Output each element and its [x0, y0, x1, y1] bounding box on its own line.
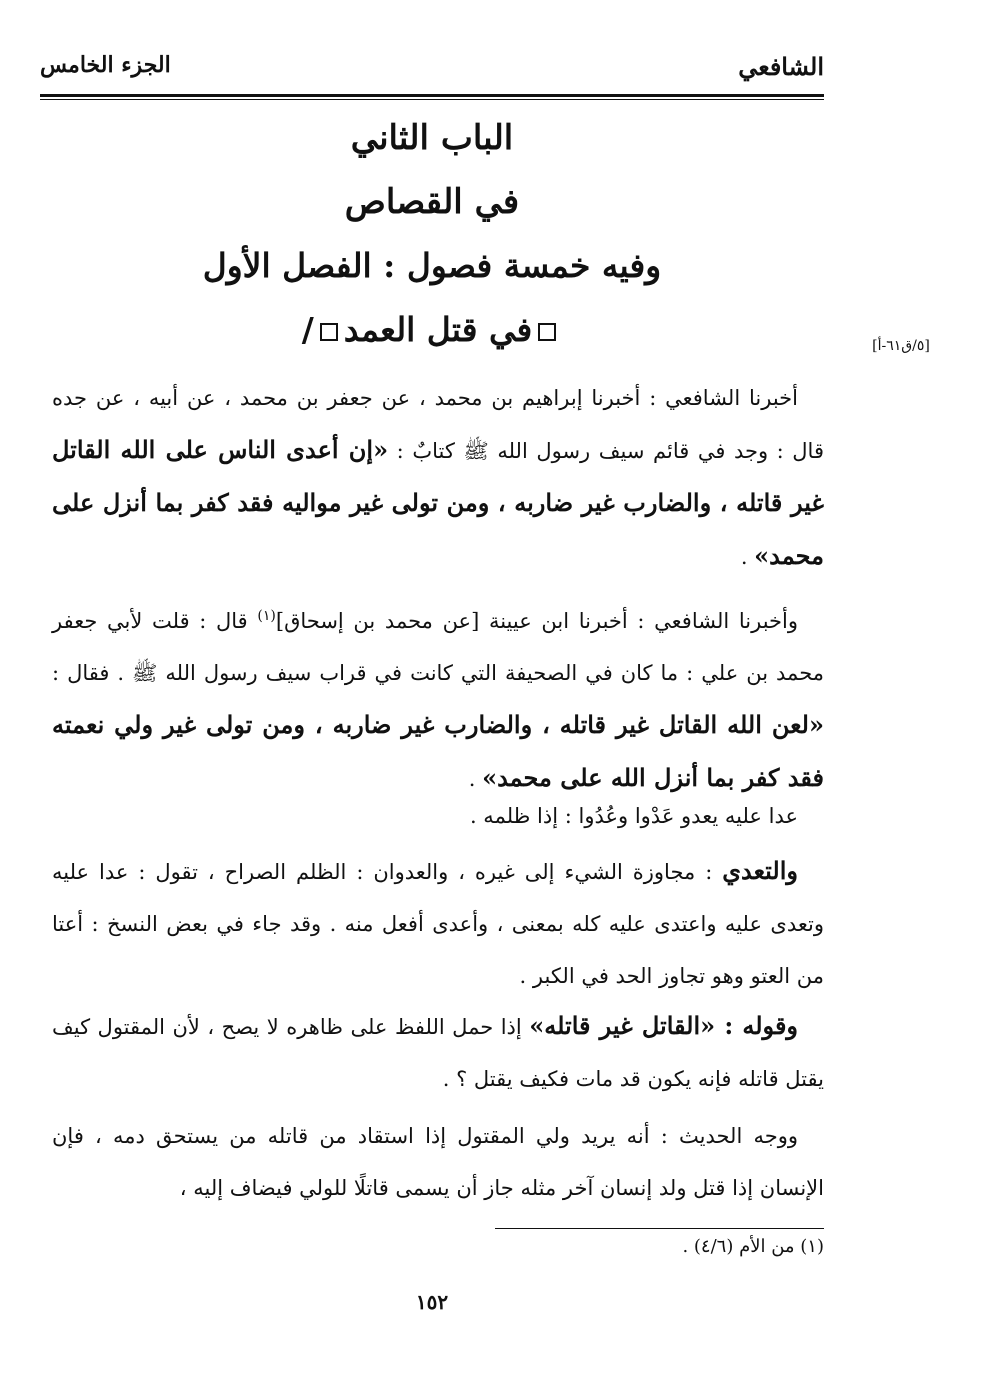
page-number: ١٥٢: [415, 1290, 449, 1314]
chapter-subtitle: في القصاص: [344, 182, 520, 222]
hadith-quote: «إن أعدى الناس على الله القاتل غير قاتله ، والضارب غير ضاربه ، ومن تولى غير مواليه فقد كفر بما أنزل على محمد»: [52, 435, 824, 570]
hadith-quote: «القاتل غير قاتله»: [529, 1011, 716, 1040]
section-heading: وفيه خمسة فصول : الفصل الأول: [202, 246, 662, 285]
header-author: الشافعي: [738, 52, 824, 81]
paragraph-4: [52, 845, 824, 1002]
term-heading: وقوله :: [715, 1011, 799, 1040]
section-subheading: [40, 310, 824, 349]
chapter-title: الباب الثاني: [350, 118, 514, 158]
paragraph-5: [52, 1000, 824, 1105]
paragraph-text: إذا حمل اللفظ على ظاهره لا يصح ، لأن المقتول كيف يقتل قاتله فإنه يكون قد مات فكيف يقتل ؟ .: [52, 1015, 824, 1091]
paragraph-text: عدا عليه يعدو عَدْوا وعُدُوا : إذا ظلمه .: [469, 804, 798, 828]
paragraph-text: ووجه الحديث : أنه يريد ولي المقتول إذا استقاد من قاتله من يستحق دمه ، فإن الإنسان إذا قتل ولد إنسان آخر مثله جاز أن يسمى قاتلًا للولي فيضاف إليه ،: [52, 1124, 824, 1200]
hadith-quote: «لعن الله القاتل غير قاتله ، والضارب غير ضاربه ، ومن تولى غير ولي نعمته فقد كفر بما أنزل الله على محمد»: [52, 710, 824, 792]
paragraph-text: وأخبرنا الشافعي : أخبرنا ابن عيينة [عن محمد بن إسحاق]: [275, 609, 799, 633]
paragraph-6: [52, 1110, 824, 1214]
paragraph-3: [52, 790, 824, 842]
margin-note: [٥/ق٦١-أ]: [872, 338, 930, 354]
header-volume: الجزء الخامس: [40, 52, 171, 78]
term-heading: والتعدي: [722, 856, 798, 885]
running-header: [40, 52, 824, 92]
footnote-ref: (١): [257, 608, 276, 624]
paragraph-text: : مجاوزة الشيء إلى غيره ، والعدوان : الظلم الصراح ، تقول : عدا عليه وتعدى عليه واعتدى عليه كله بمعنى ، وأعدى أفعل منه . وقد جاء في بعض النسخ : أعتا من العتو وهو تجاوز الحد في الكبر .: [52, 860, 824, 988]
header-rule-thin: [40, 99, 824, 100]
box-marker-icon: [320, 323, 338, 341]
footnote-rule: [495, 1228, 824, 1229]
paragraph-text: قال : قلت لأبي جعفر محمد بن علي : ما كان في الصحيفة التي كانت في قراب سيف رسول الله ﷺ . فقال :: [52, 609, 824, 685]
paragraph-2: [52, 590, 824, 805]
paragraph-1: [52, 372, 824, 583]
paragraph-end: .: [740, 545, 755, 569]
paragraph-end: .: [468, 767, 483, 791]
header-rule-thick: [40, 94, 824, 97]
paragraph-text: أخبرنا الشافعي : أخبرنا إبراهيم بن محمد ، عن جعفر بن محمد ، عن أبيه ، عن جده قال : وجد في قائم سيف رسول الله ﷺ كتابٌ :: [52, 386, 824, 463]
box-marker-icon: [538, 323, 556, 341]
section-subheading-slash: /: [301, 310, 314, 349]
footnote: (١) من الأم (٤/٦) .: [682, 1236, 824, 1257]
section-subheading-text: في قتل العمد: [343, 310, 533, 349]
